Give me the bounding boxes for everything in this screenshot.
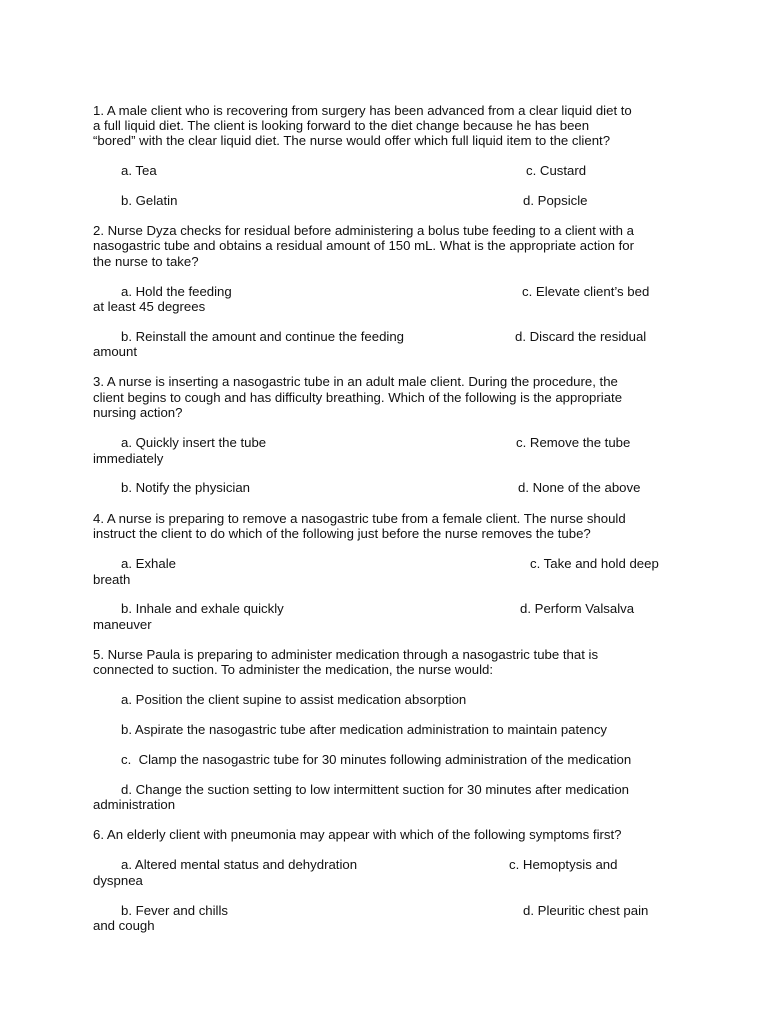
question-2-option-c-wrap: at least 45 degrees: [93, 299, 206, 314]
question-6-option-a: a. Altered mental status and dehydration: [121, 857, 358, 872]
question-2-option-a: a. Hold the feeding: [121, 284, 232, 299]
question-2-stem-line-2: nasogastric tube and obtains a residual amount of 150 mL. What is the appropriate action for: [93, 238, 635, 253]
question-4-option-d: d. Perform Valsalva: [520, 601, 635, 616]
question-2-option-d: d. Discard the residual: [515, 329, 647, 344]
question-6-option-d-wrap: and cough: [93, 918, 155, 933]
question-5-stem-line-2: connected to suction. To administer the medication, the nurse would:: [93, 662, 494, 677]
question-4-stem-line-1: 4. A nurse is preparing to remove a nasogastric tube from a female client. The nurse should: [93, 511, 626, 526]
question-1-stem-line-3: “bored” with the clear liquid diet. The nurse would offer which full liquid item to the client?: [93, 133, 611, 148]
question-4-option-a: a. Exhale: [121, 556, 176, 571]
question-4-option-c: c. Take and hold deep: [530, 556, 659, 571]
question-3-stem-line-3: nursing action?: [93, 405, 183, 420]
question-3-stem-line-2: client begins to cough and has difficulty breathing. Which of the following is the appropriate: [93, 390, 623, 405]
question-4-stem-line-2: instruct the client to do which of the following just before the nurse removes the tube?: [93, 526, 591, 541]
question-5-option-d-wrap: administration: [93, 797, 176, 812]
question-5-stem-line-1: 5. Nurse Paula is preparing to administer medication through a nasogastric tube that is: [93, 647, 599, 662]
question-2-option-b: b. Reinstall the amount and continue the feeding: [121, 329, 404, 344]
question-3-option-b: b. Notify the physician: [121, 480, 251, 495]
question-6-option-d: d. Pleuritic chest pain: [523, 903, 649, 918]
question-6-option-b: b. Fever and chills: [121, 903, 229, 918]
question-3-option-c-wrap: immediately: [93, 451, 164, 466]
question-5-option-d: d. Change the suction setting to low intermittent suction for 30 minutes after medication: [121, 782, 629, 797]
question-3-option-d: d. None of the above: [518, 480, 641, 495]
question-1-option-a: a. Tea: [121, 163, 157, 178]
question-4-option-d-wrap: maneuver: [93, 617, 152, 632]
question-1-stem-line-1: 1. A male client who is recovering from surgery has been advanced from a clear liquid diet to: [93, 103, 632, 118]
question-5-option-a: a. Position the client supine to assist medication absorption: [121, 692, 467, 707]
question-3-option-a: a. Quickly insert the tube: [121, 435, 267, 450]
question-2-option-d-wrap: amount: [93, 344, 137, 359]
question-1-option-b: b. Gelatin: [121, 193, 178, 208]
question-2-option-c: c. Elevate client’s bed: [522, 284, 650, 299]
question-5-option-b: b. Aspirate the nasogastric tube after medication administration to maintain patency: [121, 722, 608, 737]
question-6-option-c-wrap: dyspnea: [93, 873, 143, 888]
question-6-stem-line-1: 6. An elderly client with pneumonia may appear with which of the following symptoms first?: [93, 827, 622, 842]
question-5-option-c: c. Clamp the nasogastric tube for 30 minutes following administration of the medication: [121, 752, 632, 767]
question-1-option-d: d. Popsicle: [523, 193, 588, 208]
question-1-option-c: c. Custard: [526, 163, 587, 178]
question-4-option-b: b. Inhale and exhale quickly: [121, 601, 284, 616]
question-1-stem-line-2: a full liquid diet. The client is looking forward to the diet change because he has been: [93, 118, 590, 133]
question-3-option-c: c. Remove the tube: [516, 435, 631, 450]
question-4-option-c-wrap: breath: [93, 572, 131, 587]
question-3-stem-line-1: 3. A nurse is inserting a nasogastric tube in an adult male client. During the procedure, the: [93, 374, 618, 389]
question-2-stem-line-1: 2. Nurse Dyza checks for residual before administering a bolus tube feeding to a client with a: [93, 223, 634, 238]
question-6-option-c: c. Hemoptysis and: [509, 857, 618, 872]
question-2-stem-line-3: the nurse to take?: [93, 254, 199, 269]
